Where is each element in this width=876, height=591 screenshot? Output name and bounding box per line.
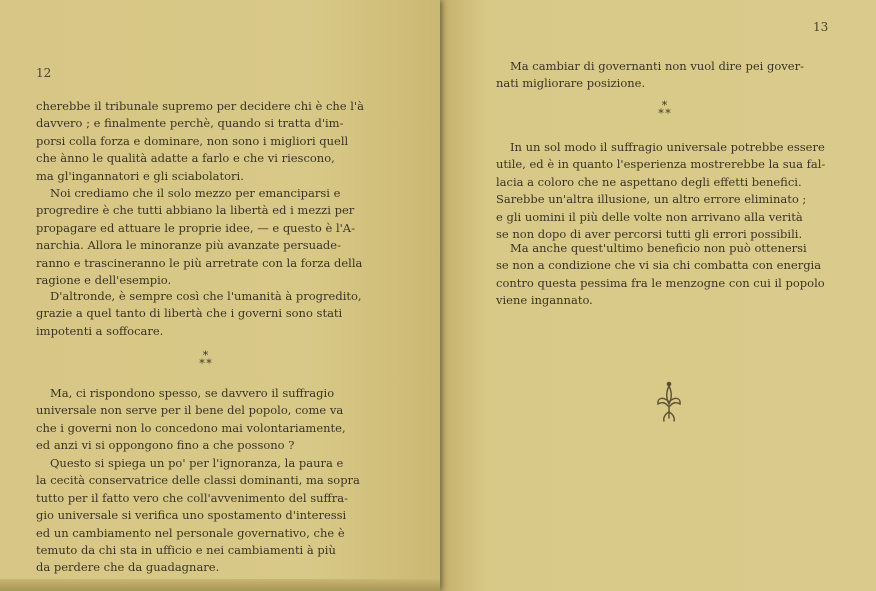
text-line: Ma, ci rispondono spesso, se davvero il suffragio <box>50 386 335 400</box>
text-line: lacia a coloro che ne aspettano degli effetti benefici. <box>496 174 802 189</box>
right-page <box>436 0 876 591</box>
text-line: la cecità conservatrice delle classi dominanti, ma sopra <box>36 473 360 488</box>
text-line: viene ingannato. <box>496 293 593 308</box>
text-line: D'altronde, è sempre così che l'umanità à progredito, <box>50 289 362 303</box>
text-line: e gli uomini il più delle volte non arrivano alla verità <box>496 209 803 224</box>
asterism-star: * <box>658 107 663 120</box>
text-line: gio universale si verifica uno spostamento d'interessi <box>36 508 347 523</box>
text-line: davvero ; e finalmente perchè, quando si tratta d'im- <box>36 116 344 131</box>
text-line: In un sol modo il suffragio universale potrebbe essere <box>510 140 825 154</box>
left-para-1 <box>36 98 372 185</box>
text-line: contro questa pessima fra le menzogne con cui il popolo <box>496 275 825 290</box>
asterism-star: * <box>206 357 211 370</box>
text-line: che ànno le qualità adatte a farlo e che vi riescono, <box>36 151 335 166</box>
right-para-1 <box>496 58 836 93</box>
left-para-2 <box>36 185 372 289</box>
text-line: propagare ed attuare le proprie idee, — e questo è l'A- <box>36 220 355 235</box>
text-line: cherebbe il tribunale supremo per decidere chi è che l'à <box>36 99 364 113</box>
text-line: grazie a quel tanto di libertà che i governi sono stati <box>36 306 343 321</box>
text-line: che i governi non lo concedono mai volontariamente, <box>36 420 346 435</box>
fleuron-icon <box>652 380 686 424</box>
text-line: ranno e trascineranno le più arretrate con la forza della <box>36 255 363 270</box>
text-line: Ma cambiar di governanti non vuol dire pei gover- <box>510 59 804 73</box>
asterism-star: * <box>665 107 670 120</box>
text-line: Sarebbe un'altra illusione, un altro errore eliminato ; <box>496 192 807 207</box>
left-para-5 <box>36 455 372 577</box>
left-para-4 <box>36 385 372 455</box>
text-line: tutto per il fatto vero che coll'avvenimento del suffra- <box>36 490 348 505</box>
text-line: ragione e dell'esempio. <box>36 272 172 287</box>
text-line: Questo si spiega un po' per l'ignoranza, la paura e <box>50 456 344 470</box>
page-number-left: 12 <box>36 66 52 80</box>
text-line: ed anzi vi si oppongono fino a che possono ? <box>36 438 295 453</box>
right-para-2 <box>496 139 836 243</box>
asterism-right <box>654 99 674 120</box>
text-line: se non a condizione che vi sia chi combatta con energia <box>496 258 822 273</box>
text-line: se non dopo di aver percorsi tutti gli errori possibili. <box>496 226 803 241</box>
left-para-3 <box>36 288 372 340</box>
asterism-star: * <box>202 349 208 362</box>
text-line: universale non serve per il bene del popolo, come va <box>36 403 344 418</box>
page-bottom-edge <box>0 579 440 591</box>
text-line: Noi crediamo che il solo mezzo per emanciparsi e <box>50 186 341 200</box>
text-line: utile, ed è in quanto l'esperienza mostrerebbe la sua fal- <box>496 157 826 172</box>
text-line: impotenti a soffocare. <box>36 323 164 338</box>
right-para-3 <box>496 240 836 310</box>
text-line: ed un cambiamento nel personale governativo, che è <box>36 525 345 540</box>
page-number-right: 13 <box>813 20 829 34</box>
text-line: ma gl'ingannatori e gli sciabolatori. <box>36 168 244 183</box>
text-line: temuto da chi sta in ufficio e nei cambiamenti à più <box>36 542 336 557</box>
text-line: da perdere che da guadagnare. <box>36 560 220 575</box>
text-line: Ma anche quest'ultimo beneficio non può ottenersi <box>510 241 807 255</box>
text-line: porsi colla forza e dominare, non sono i migliori quell <box>36 133 349 148</box>
asterism-star: * <box>199 357 204 370</box>
asterism-star: * <box>661 99 667 112</box>
asterism-left <box>195 349 215 370</box>
text-line: nati migliorare posizione. <box>496 76 646 91</box>
text-line: progredire è che tutti abbiano la libertà ed i mezzi per <box>36 203 355 218</box>
text-line: narchia. Allora le minoranze più avanzate persuade- <box>36 238 341 253</box>
